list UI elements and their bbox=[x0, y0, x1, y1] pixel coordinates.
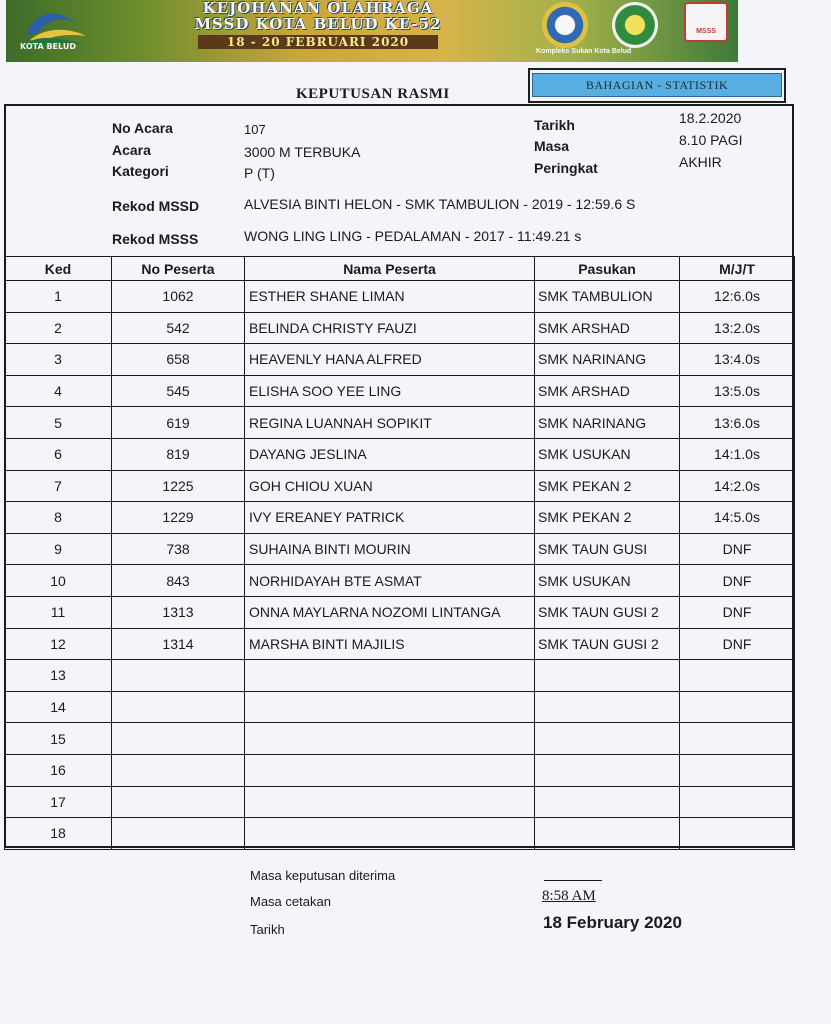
cell-ked: 11 bbox=[5, 596, 112, 628]
cell-ked: 15 bbox=[5, 723, 112, 755]
table-row bbox=[5, 596, 795, 628]
table-row bbox=[5, 407, 795, 439]
cell-ked: 8 bbox=[5, 502, 112, 534]
table-row bbox=[5, 533, 795, 565]
cell-ked: 2 bbox=[5, 312, 112, 344]
tarikh-label: Tarikh bbox=[534, 117, 575, 133]
section-label: BAHAGIAN - STATISTIK bbox=[532, 73, 782, 97]
acara-label: Acara bbox=[112, 142, 151, 158]
cell-nama-peserta: ONNA MAYLARNA NOZOMI LINTANGA bbox=[245, 596, 535, 628]
cell-no-peserta bbox=[112, 818, 245, 850]
school-emblem-icon bbox=[612, 2, 658, 48]
cell-pasukan: SMK ARSHAD bbox=[535, 375, 680, 407]
results-table bbox=[4, 256, 795, 850]
cell-ked: 16 bbox=[5, 754, 112, 786]
col-header-pasukan: Pasukan bbox=[535, 257, 680, 281]
cell-nama-peserta bbox=[245, 786, 535, 818]
cell-no-peserta: 545 bbox=[112, 375, 245, 407]
cell-pasukan bbox=[535, 818, 680, 850]
tarikh-footer-label: Tarikh bbox=[250, 922, 285, 937]
banner-left-logo-text: KOTA BELUD bbox=[20, 42, 76, 51]
cell-nama-peserta: HEAVENLY HANA ALFRED bbox=[245, 344, 535, 376]
col-header-nama-peserta: Nama Peserta bbox=[245, 257, 535, 281]
cell-pasukan: SMK TAUN GUSI bbox=[535, 533, 680, 565]
banner-right-logo-text: MSSS bbox=[696, 28, 716, 35]
section-box bbox=[528, 68, 786, 103]
table-row bbox=[5, 281, 795, 313]
cell-nama-peserta: MARSHA BINTI MAJILIS bbox=[245, 628, 535, 660]
cell-no-peserta: 658 bbox=[112, 344, 245, 376]
tarikh-footer-value: 18 February 2020 bbox=[543, 913, 682, 932]
table-row bbox=[5, 660, 795, 692]
rekod-msss-value: WONG LING LING - PEDALAMAN - 2017 - 11:49.21 s bbox=[244, 228, 582, 244]
table-row bbox=[5, 344, 795, 376]
cell-no-peserta: 1062 bbox=[112, 281, 245, 313]
cell-mjt: 14:5.0s bbox=[680, 502, 795, 534]
cell-no-peserta bbox=[112, 660, 245, 692]
cell-nama-peserta bbox=[245, 691, 535, 723]
col-header-mjt: M/J/T bbox=[680, 257, 795, 281]
cell-pasukan bbox=[535, 691, 680, 723]
table-row bbox=[5, 786, 795, 818]
diterima-blank-line bbox=[544, 880, 602, 881]
cell-nama-peserta bbox=[245, 754, 535, 786]
banner-title-line1: KEJOHANAN OLAHRAGA bbox=[202, 0, 434, 17]
cell-ked: 4 bbox=[5, 375, 112, 407]
cell-nama-peserta: ELISHA SOO YEE LING bbox=[245, 375, 535, 407]
cell-pasukan: SMK PEKAN 2 bbox=[535, 502, 680, 534]
cell-mjt bbox=[680, 691, 795, 723]
cell-ked: 18 bbox=[5, 818, 112, 850]
results-body bbox=[5, 281, 795, 850]
cell-nama-peserta: ESTHER SHANE LIMAN bbox=[245, 281, 535, 313]
table-row bbox=[5, 470, 795, 502]
cell-nama-peserta: BELINDA CHRISTY FAUZI bbox=[245, 312, 535, 344]
table-row bbox=[5, 502, 795, 534]
cell-no-peserta bbox=[112, 786, 245, 818]
masa-cetakan-label: Masa cetakan bbox=[250, 894, 331, 909]
masa-value: 8.10 PAGI bbox=[679, 132, 743, 148]
cell-ked: 3 bbox=[5, 344, 112, 376]
cell-pasukan: SMK TAUN GUSI 2 bbox=[535, 628, 680, 660]
cell-no-peserta: 1225 bbox=[112, 470, 245, 502]
cell-pasukan: SMK USUKAN bbox=[535, 438, 680, 470]
cell-pasukan: SMK NARINANG bbox=[535, 344, 680, 376]
cell-mjt: DNF bbox=[680, 533, 795, 565]
cell-no-peserta: 542 bbox=[112, 312, 245, 344]
masa-label: Masa bbox=[534, 138, 570, 154]
cell-no-peserta: 1313 bbox=[112, 596, 245, 628]
cell-ked: 1 bbox=[5, 281, 112, 313]
table-row bbox=[5, 375, 795, 407]
cell-no-peserta: 738 bbox=[112, 533, 245, 565]
cell-mjt: 14:2.0s bbox=[680, 470, 795, 502]
cell-mjt bbox=[680, 786, 795, 818]
acara-value: 3000 M TERBUKA bbox=[244, 144, 361, 160]
peringkat-label: Peringkat bbox=[534, 160, 598, 176]
cell-ked: 9 bbox=[5, 533, 112, 565]
cell-pasukan bbox=[535, 660, 680, 692]
rekod-mssd-label: Rekod MSSD bbox=[112, 198, 200, 214]
cell-no-peserta: 843 bbox=[112, 565, 245, 597]
cell-no-peserta bbox=[112, 754, 245, 786]
cell-ked: 13 bbox=[5, 660, 112, 692]
cell-ked: 17 bbox=[5, 786, 112, 818]
no-acara-value: 107 bbox=[244, 122, 266, 137]
msss-emblem-icon bbox=[542, 2, 588, 48]
cell-mjt bbox=[680, 723, 795, 755]
cell-mjt bbox=[680, 818, 795, 850]
cell-mjt: DNF bbox=[680, 596, 795, 628]
cell-nama-peserta bbox=[245, 818, 535, 850]
cell-no-peserta: 1229 bbox=[112, 502, 245, 534]
cell-mjt: DNF bbox=[680, 565, 795, 597]
cell-no-peserta: 619 bbox=[112, 407, 245, 439]
cell-pasukan bbox=[535, 723, 680, 755]
no-acara-label: No Acara bbox=[112, 120, 173, 136]
table-row bbox=[5, 754, 795, 786]
cell-nama-peserta bbox=[245, 723, 535, 755]
cell-nama-peserta: REGINA LUANNAH SOPIKIT bbox=[245, 407, 535, 439]
cell-nama-peserta bbox=[245, 660, 535, 692]
cell-nama-peserta: GOH CHIOU XUAN bbox=[245, 470, 535, 502]
cell-ked: 5 bbox=[5, 407, 112, 439]
cell-nama-peserta: DAYANG JESLINA bbox=[245, 438, 535, 470]
table-row bbox=[5, 312, 795, 344]
event-banner bbox=[6, 0, 738, 62]
cell-mjt: 13:2.0s bbox=[680, 312, 795, 344]
table-row bbox=[5, 438, 795, 470]
cell-mjt: DNF bbox=[680, 628, 795, 660]
table-row bbox=[5, 818, 795, 850]
cell-no-peserta: 1314 bbox=[112, 628, 245, 660]
cell-pasukan: SMK ARSHAD bbox=[535, 312, 680, 344]
cell-ked: 6 bbox=[5, 438, 112, 470]
cell-ked: 12 bbox=[5, 628, 112, 660]
table-row bbox=[5, 723, 795, 755]
rekod-mssd-value: ALVESIA BINTI HELON - SMK TAMBULION - 2019 - 12:59.6 S bbox=[244, 196, 636, 212]
cell-pasukan: SMK TAUN GUSI 2 bbox=[535, 596, 680, 628]
page-title: KEPUTUSAN RASMI bbox=[296, 86, 450, 102]
cell-ked: 7 bbox=[5, 470, 112, 502]
rekod-msss-label: Rekod MSSS bbox=[112, 231, 199, 247]
peringkat-value: AKHIR bbox=[679, 154, 722, 170]
masa-diterima-label: Masa keputusan diterima bbox=[250, 868, 396, 883]
tarikh-value: 18.2.2020 bbox=[679, 110, 742, 126]
cell-ked: 14 bbox=[5, 691, 112, 723]
cell-pasukan: SMK PEKAN 2 bbox=[535, 470, 680, 502]
cell-mjt bbox=[680, 660, 795, 692]
col-header-ked: Ked bbox=[5, 257, 112, 281]
cell-nama-peserta: IVY EREANEY PATRICK bbox=[245, 502, 535, 534]
kategori-label: Kategori bbox=[112, 163, 169, 179]
cell-mjt: 13:5.0s bbox=[680, 375, 795, 407]
cell-mjt: 14:1.0s bbox=[680, 438, 795, 470]
cell-mjt: 13:6.0s bbox=[680, 407, 795, 439]
banner-venue: Kompleks Sukan Kota Belud bbox=[536, 48, 632, 55]
cell-no-peserta bbox=[112, 691, 245, 723]
table-row bbox=[5, 691, 795, 723]
msss-logo-icon bbox=[684, 2, 728, 42]
cell-mjt bbox=[680, 754, 795, 786]
masa-cetakan-value: 8:58 AM bbox=[542, 888, 596, 904]
banner-dates: 18 - 20 FEBRUARI 2020 bbox=[198, 35, 438, 49]
cell-pasukan bbox=[535, 786, 680, 818]
cell-no-peserta bbox=[112, 723, 245, 755]
cell-nama-peserta: NORHIDAYAH BTE ASMAT bbox=[245, 565, 535, 597]
cell-ked: 10 bbox=[5, 565, 112, 597]
col-header-no-peserta: No Peserta bbox=[112, 257, 245, 281]
cell-pasukan: SMK USUKAN bbox=[535, 565, 680, 597]
cell-pasukan: SMK NARINANG bbox=[535, 407, 680, 439]
table-row bbox=[5, 565, 795, 597]
cell-no-peserta: 819 bbox=[112, 438, 245, 470]
banner-title bbox=[118, 0, 518, 49]
kategori-value: P (T) bbox=[244, 165, 275, 181]
banner-title-line2: MSSD KOTA BELUD KE-52 bbox=[194, 15, 442, 33]
cell-mjt: 13:4.0s bbox=[680, 344, 795, 376]
cell-nama-peserta: SUHAINA BINTI MOURIN bbox=[245, 533, 535, 565]
cell-pasukan bbox=[535, 754, 680, 786]
table-row bbox=[5, 628, 795, 660]
cell-pasukan: SMK TAMBULION bbox=[535, 281, 680, 313]
table-header-row bbox=[5, 257, 795, 281]
cell-mjt: 12:6.0s bbox=[680, 281, 795, 313]
